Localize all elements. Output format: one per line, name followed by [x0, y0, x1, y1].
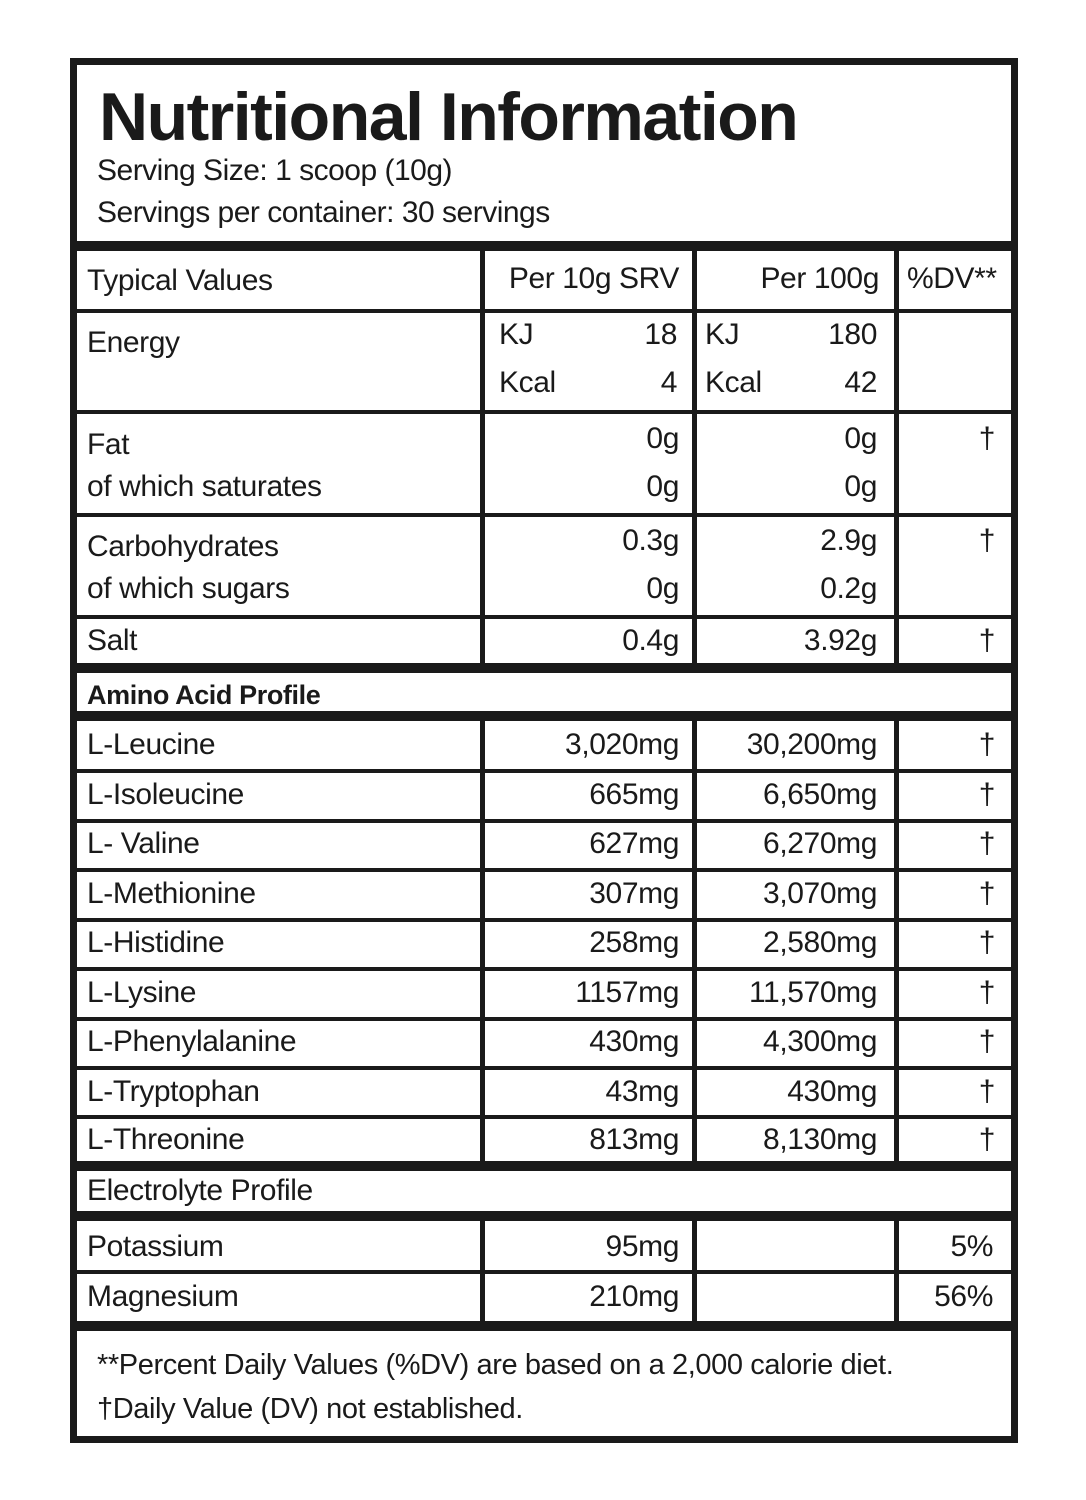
electrolyte-dv: 5%	[950, 1230, 993, 1263]
col-header-per-serving: Per 10g SRV	[508, 262, 679, 295]
amino-per100: 30,200mg	[746, 728, 877, 761]
amino-per100: 11,570mg	[748, 976, 877, 1009]
amino-dv: †	[978, 827, 995, 860]
row-divider	[77, 1066, 1011, 1070]
column-divider	[480, 1221, 485, 1321]
fat-per100: 0g	[844, 422, 877, 455]
electrolyte-name: Magnesium	[87, 1280, 239, 1313]
row-divider	[77, 1017, 1011, 1021]
amino-per100: 8,130mg	[763, 1123, 877, 1156]
panel-title: Nutritional Information	[99, 79, 798, 155]
amino-name: L- Valine	[87, 827, 200, 860]
panel-header	[77, 65, 1011, 241]
amino-name: L-Phenylalanine	[87, 1025, 297, 1058]
amino-name: L-Tryptophan	[87, 1075, 260, 1108]
column-divider	[480, 721, 485, 1161]
serving-size: Serving Size: 1 scoop (10g)	[97, 154, 453, 187]
electrolyte-serving: 95mg	[605, 1230, 679, 1263]
amino-acid-header: Amino Acid Profile	[87, 680, 321, 710]
electrolyte-dv: 56%	[934, 1280, 993, 1313]
row-divider	[77, 868, 1011, 872]
row-divider	[77, 769, 1011, 773]
amino-dv: †	[978, 1123, 995, 1156]
servings-per-container: Servings per container: 30 servings	[97, 196, 550, 229]
amino-serving: 813mg	[589, 1123, 679, 1156]
amino-per100: 6,650mg	[763, 778, 877, 811]
footnote-dagger: †Daily Value (DV) not established.	[97, 1393, 523, 1425]
fat-dv: †	[978, 422, 995, 455]
amino-dv: †	[978, 926, 995, 959]
electrolyte-top-divider	[77, 1161, 1011, 1171]
amino-per100: 6,270mg	[763, 827, 877, 860]
fat-sub-label: of which saturates	[87, 470, 322, 503]
row-divider	[77, 819, 1011, 823]
column-divider	[692, 251, 697, 663]
energy-kcal-unit: Kcal	[499, 366, 556, 399]
carbs-per100: 2.9g	[820, 524, 877, 557]
row-divider	[77, 513, 1011, 517]
amino-dv: †	[978, 778, 995, 811]
carbs-serving: 0.3g	[622, 524, 679, 557]
col-header-dv: %DV**	[907, 262, 997, 295]
amino-serving: 258mg	[589, 926, 679, 959]
energy-serving-kcal: 4	[660, 366, 677, 399]
amino-name: L-Lysine	[87, 976, 197, 1009]
column-divider	[480, 251, 485, 663]
energy-per100-kcal: 42	[844, 366, 877, 399]
column-divider	[692, 721, 697, 1161]
row-divider	[77, 918, 1011, 922]
amino-serving: 430mg	[589, 1025, 679, 1058]
salt-per100: 3.92g	[803, 624, 877, 657]
amino-serving: 627mg	[589, 827, 679, 860]
col-header-typical: Typical Values	[87, 264, 273, 297]
row-divider	[77, 309, 1011, 313]
amino-serving: 307mg	[589, 877, 679, 910]
amino-dv: †	[978, 728, 995, 761]
amino-dv: †	[978, 1025, 995, 1058]
energy-kj-unit: KJ	[705, 318, 740, 351]
salt-serving: 0.4g	[622, 624, 679, 657]
amino-dv: †	[978, 976, 995, 1009]
electrolyte-serving: 210mg	[589, 1280, 679, 1313]
energy-kj-unit: KJ	[499, 318, 534, 351]
fat-label: Fat	[87, 428, 130, 461]
amino-top-divider	[77, 663, 1011, 673]
amino-dv: †	[978, 1075, 995, 1108]
column-divider	[894, 251, 899, 663]
electrolyte-name: Potassium	[87, 1230, 224, 1263]
carbs-sub-label: of which sugars	[87, 572, 290, 605]
energy-per100-kj: 180	[828, 318, 877, 351]
column-divider	[894, 1221, 899, 1321]
amino-per100: 4,300mg	[763, 1025, 877, 1058]
energy-serving-kj: 18	[644, 318, 677, 351]
amino-dv: †	[978, 877, 995, 910]
row-divider	[77, 1115, 1011, 1119]
amino-serving: 1157mg	[575, 976, 679, 1009]
row-divider	[77, 410, 1011, 414]
amino-serving: 43mg	[605, 1075, 679, 1108]
footnote-divider	[77, 1321, 1011, 1331]
footnote-dv: **Percent Daily Values (%DV) are based on a 2,000 calorie diet.	[97, 1349, 894, 1381]
row-divider	[77, 967, 1011, 971]
amino-per100: 2,580mg	[763, 926, 877, 959]
electrolyte-header: Electrolyte Profile	[87, 1174, 313, 1207]
electrolyte-header-divider	[77, 1211, 1011, 1221]
amino-name: L-Leucine	[87, 728, 216, 761]
col-header-per-100g: Per 100g	[760, 262, 879, 295]
salt-label: Salt	[87, 624, 138, 657]
row-divider	[77, 1270, 1011, 1274]
carbs-sub-serving: 0g	[646, 572, 679, 605]
amino-per100: 3,070mg	[763, 877, 877, 910]
amino-name: L-Methionine	[87, 877, 256, 910]
column-divider	[894, 721, 899, 1161]
row-divider	[77, 615, 1011, 619]
energy-label: Energy	[87, 326, 180, 359]
carbs-sub-per100: 0.2g	[820, 572, 877, 605]
energy-kcal-unit: Kcal	[705, 366, 762, 399]
amino-name: L-Histidine	[87, 926, 225, 959]
amino-name: L-Threonine	[87, 1123, 245, 1156]
carbs-label: Carbohydrates	[87, 530, 279, 563]
salt-dv: †	[978, 624, 995, 657]
amino-serving: 3,020mg	[565, 728, 679, 761]
nutrition-panel	[70, 58, 1018, 1443]
amino-per100: 430mg	[787, 1075, 877, 1108]
amino-serving: 665mg	[589, 778, 679, 811]
amino-name: L-Isoleucine	[87, 778, 244, 811]
carbs-dv: †	[978, 524, 995, 557]
fat-sub-per100: 0g	[844, 470, 877, 503]
fat-sub-serving: 0g	[646, 470, 679, 503]
header-divider	[77, 241, 1011, 251]
column-divider	[692, 1221, 697, 1321]
fat-serving: 0g	[646, 422, 679, 455]
